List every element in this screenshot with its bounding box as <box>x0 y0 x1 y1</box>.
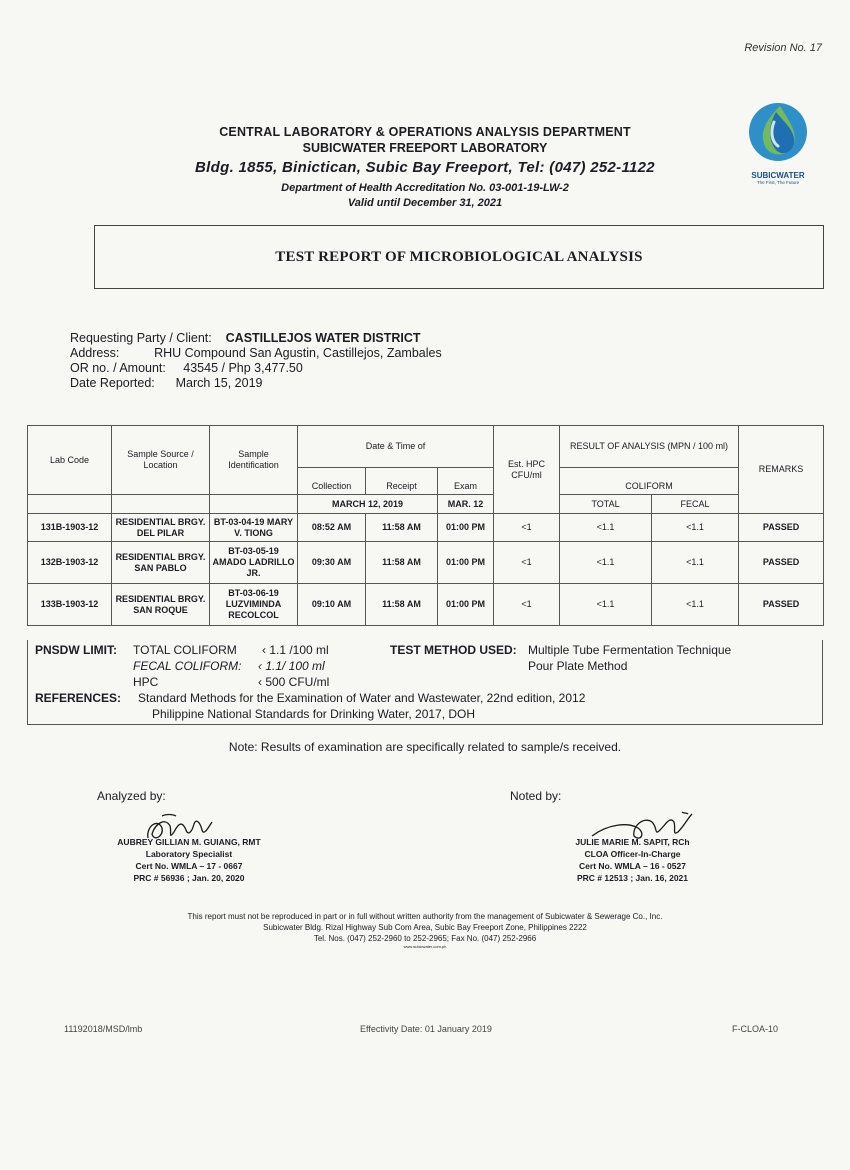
hpc-cell: <1 <box>494 542 560 584</box>
remarks-cell: PASSED <box>739 514 824 542</box>
receipt-cell: 11:58 AM <box>366 584 438 626</box>
header-coliform: COLIFORM <box>560 468 739 495</box>
address-label: Address: <box>70 346 120 360</box>
effectivity-date: Effectivity Date: 01 January 2019 <box>360 1024 492 1034</box>
table-row <box>28 514 824 542</box>
header-result: RESULT OF ANALYSIS (MPN / 100 ml) <box>560 426 739 468</box>
document-code: 11192018/MSD/lmb <box>64 1024 143 1034</box>
address-value: RHU Compound San Agustin, Castillejos, Zambales <box>154 346 442 360</box>
footer-address: Subicwater Bldg. Rizal Highway Sub Com Area, Subic Bay Freeport Zone, Philippines 2222 <box>263 923 587 932</box>
or-label: OR no. / Amount: <box>70 361 166 375</box>
sample-id-cell: BT-03-05-19 AMADO LADRILLO JR. <box>210 542 298 584</box>
or-value: 43545 / Php 3,477.50 <box>183 361 303 375</box>
source-cell: RESIDENTIAL BRGY. SAN ROQUE <box>112 584 210 626</box>
remarks-cell: PASSED <box>739 584 824 626</box>
reference-1: Standard Methods for the Examination of Water and Wastewater, 22nd edition, 2012 <box>138 691 586 705</box>
receipt-cell: 11:58 AM <box>366 514 438 542</box>
lab-code-cell: 132B-1903-12 <box>28 542 112 584</box>
reference-2: Philippine National Standards for Drinking Water, 2017, DOH <box>152 707 476 721</box>
date-reported-value: March 15, 2019 <box>175 376 263 390</box>
total-cell: <1.1 <box>560 542 652 584</box>
header-date-time: Date & Time of <box>298 426 494 468</box>
collection-receipt-date: MARCH 12, 2019 <box>298 495 438 514</box>
water-drop-icon <box>746 100 810 164</box>
officer-prc: PRC # 12513 ; Jan. 16, 2021 <box>576 873 689 883</box>
source-cell: RESIDENTIAL BRGY. DEL PILAR <box>112 514 210 542</box>
hpc-value: ‹ 500 CFU/ml <box>258 675 330 689</box>
table-row <box>28 584 824 626</box>
lab-code-cell: 131B-1903-12 <box>28 514 112 542</box>
results-note: Note: Results of examination are specifically related to sample/s received. <box>228 740 622 754</box>
fecal-cell: <1.1 <box>652 514 739 542</box>
header-remarks: REMARKS <box>739 426 824 514</box>
accreditation-number: Department of Health Accreditation No. 03-001-19-LW-2 <box>281 182 569 194</box>
header-est-hpc: Est. HPC CFU/ml <box>494 426 560 514</box>
results-table <box>27 425 824 626</box>
logo-tagline: The First, The Future <box>756 180 800 185</box>
remarks-cell: PASSED <box>739 542 824 584</box>
lab-code-cell: 133B-1903-12 <box>28 584 112 626</box>
officer-cert: Cert No. WMLA – 16 - 0527 <box>579 861 686 871</box>
test-method-label: TEST METHOD USED: <box>390 643 517 657</box>
laboratory-address: Bldg. 1855, Binictican, Subic Bay Freeport, Tel: (047) 252-1122 <box>195 159 655 176</box>
exam-cell: 01:00 PM <box>438 584 494 626</box>
analyst-cert: Cert No. WMLA – 17 - 0667 <box>135 861 243 871</box>
test-method-1: Multiple Tube Fermentation Technique <box>528 643 732 657</box>
total-cell: <1.1 <box>560 514 652 542</box>
officer-title: CLOA Officer-In-Charge <box>584 849 681 859</box>
hpc-label: HPC <box>133 675 159 689</box>
footer-disclaimer: This report must not be reproduced in part or in full without written authority from the management of Subicwater & Sewerage Co., Inc. <box>187 912 663 921</box>
total-coliform-label: TOTAL COLIFORM <box>133 643 237 657</box>
footer-website: www.subicwater.com.ph <box>403 944 447 949</box>
form-number: F-CLOA-10 <box>732 1024 779 1034</box>
source-cell: RESIDENTIAL BRGY. SAN PABLO <box>112 542 210 584</box>
analyst-name: AUBREY GILLIAN M. GUIANG, RMT <box>117 837 261 847</box>
footer-phones: Tel. Nos. (047) 252-2960 to 252-2965; Fax No. (047) 252-2966 <box>313 934 537 943</box>
collection-cell: 09:30 AM <box>298 542 366 584</box>
client-value: CASTILLEJOS WATER DISTRICT <box>225 331 421 345</box>
fecal-coliform-label: FECAL COLIFORM: <box>133 659 242 673</box>
subicwater-logo <box>738 100 818 185</box>
officer-block <box>515 836 750 884</box>
officer-name: JULIE MARIE M. SAPIT, RCh <box>575 837 690 847</box>
exam-cell: 01:00 PM <box>438 514 494 542</box>
footer <box>0 911 850 950</box>
header-lab-code: Lab Code <box>28 426 112 495</box>
header-sample-id: Sample Identification <box>210 426 298 495</box>
analyst-prc: PRC # 56936 ; Jan. 20, 2020 <box>133 873 245 883</box>
header-sample-source: Sample Source / Location <box>112 426 210 495</box>
accreditation-validity: Valid until December 31, 2021 <box>347 197 503 209</box>
pnsdw-limit-label: PNSDW LIMIT: <box>35 643 117 657</box>
laboratory-name: SUBICWATER FREEPORT LABORATORY <box>302 141 548 155</box>
hpc-cell: <1 <box>494 514 560 542</box>
department-name: CENTRAL LABORATORY & OPERATIONS ANALYSIS DEPARTMENT <box>219 125 631 139</box>
logo-name: SUBICWATER <box>751 171 805 180</box>
receipt-cell: 11:58 AM <box>366 542 438 584</box>
hpc-cell: <1 <box>494 584 560 626</box>
analyst-block <box>70 836 308 884</box>
analyzed-by-label: Analyzed by: <box>97 789 166 803</box>
header-receipt: Receipt <box>366 468 438 495</box>
client-info <box>70 331 442 391</box>
table-row <box>28 542 824 584</box>
sample-id-cell: BT-03-04-19 MARY V. TIONG <box>210 514 298 542</box>
total-coliform-value: ‹ 1.1 /100 ml <box>262 643 329 657</box>
collection-cell: 09:10 AM <box>298 584 366 626</box>
date-reported-label: Date Reported: <box>70 376 155 390</box>
report-title-box <box>94 225 824 289</box>
client-label: Requesting Party / Client: <box>70 331 212 345</box>
sample-id-cell: BT-03-06-19 LUZVIMINDA RECOLCOL <box>210 584 298 626</box>
header-collection: Collection <box>298 468 366 495</box>
test-method-2: Pour Plate Method <box>528 659 628 673</box>
references-label: REFERENCES: <box>35 691 122 705</box>
revision-number: Revision No. 17 <box>744 42 822 54</box>
header-fecal: FECAL <box>652 495 739 514</box>
exam-cell: 01:00 PM <box>438 542 494 584</box>
analyst-title: Laboratory Specialist <box>145 849 233 859</box>
report-title: TEST REPORT OF MICROBIOLOGICAL ANALYSIS <box>275 248 643 265</box>
collection-cell: 08:52 AM <box>298 514 366 542</box>
fecal-coliform-value: ‹ 1.1/ 100 ml <box>258 659 325 673</box>
header-total: TOTAL <box>560 495 652 514</box>
exam-date: MAR. 12 <box>438 495 494 514</box>
header-exam: Exam <box>438 468 494 495</box>
total-cell: <1.1 <box>560 584 652 626</box>
fecal-cell: <1.1 <box>652 584 739 626</box>
fecal-cell: <1.1 <box>652 542 739 584</box>
noted-by-label: Noted by: <box>510 789 562 803</box>
